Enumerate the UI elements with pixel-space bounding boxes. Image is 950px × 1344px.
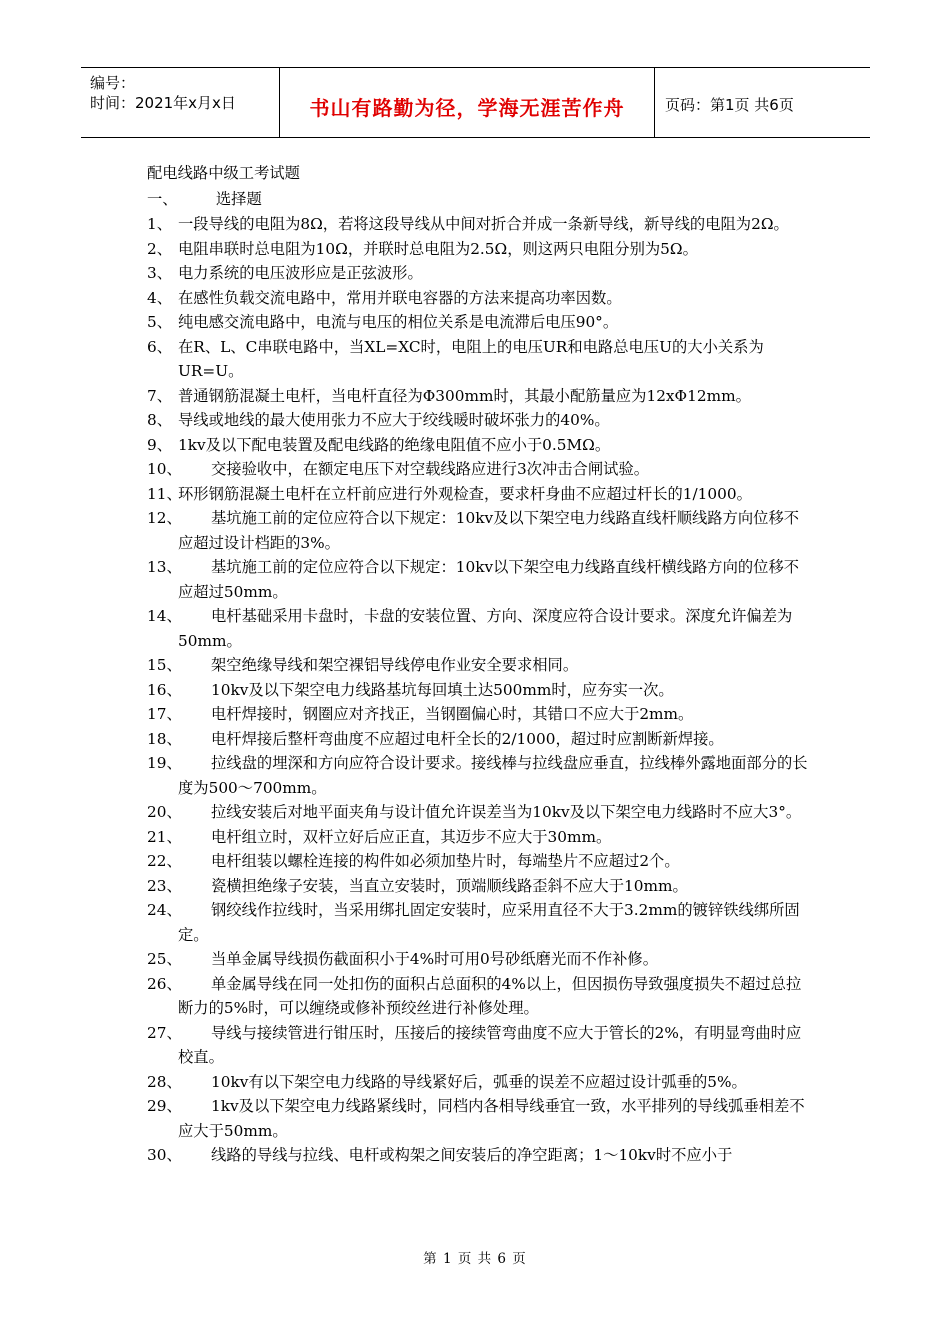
question-item xyxy=(147,653,809,678)
question-item xyxy=(147,678,809,703)
question-number: 20、 xyxy=(147,803,182,821)
question-number: 23、 xyxy=(147,876,182,895)
question-text: 拉线盘的埋深和方向应符合设计要求。接线棒与拉线盘应垂直，拉线棒外露地面部分的长度为500～700mm。 xyxy=(178,754,808,797)
question-number: 6、 xyxy=(147,337,173,356)
question-item xyxy=(147,310,809,335)
header-left-cell xyxy=(81,68,280,137)
question-item xyxy=(147,800,809,825)
question-number: 2、 xyxy=(147,239,173,258)
question-text: 导线与接续管进行钳压时，压接后的接续管弯曲度不应大于管长的2%，有明显弯曲时应校直。 xyxy=(178,1023,802,1066)
question-text: 电力系统的电压波形应是正弦波形。 xyxy=(178,264,423,282)
question-text: 1kv及以下架空电力线路紧线时，同档内各相导线垂宜一致，水平排列的导线弧垂相差不应大于50mm。 xyxy=(178,1097,805,1140)
question-item xyxy=(147,1070,809,1095)
question-text: 电杆焊接后整杆弯曲度不应超过电杆全长的2/1000，超过时应割断新焊接。 xyxy=(211,729,724,748)
question-number: 5、 xyxy=(147,313,173,331)
question-text: 电杆组立时，双杆立好后应正直，其迈步不应大于30mm。 xyxy=(211,827,612,846)
document-body xyxy=(147,160,809,1168)
question-item xyxy=(147,849,809,874)
question-number: 15、 xyxy=(147,656,182,674)
question-item xyxy=(147,751,809,800)
question-text: 拉线安装后对地平面夹角与设计值允许误差当为10kv及以下架空电力线路时不应大3°。 xyxy=(211,803,802,821)
question-number: 24、 xyxy=(147,901,182,919)
question-item xyxy=(147,335,809,384)
question-number: 11、 xyxy=(147,484,182,503)
question-text: 单金属导线在同一处扣伤的面积占总面积的4%以上，但因损伤导致强度损失不超过总拉断力的5%时，可以缠绕或修补预绞丝进行补修处理。 xyxy=(178,974,802,1017)
question-item xyxy=(147,825,809,850)
question-number: 14、 xyxy=(147,607,182,625)
question-number: 3、 xyxy=(147,264,173,282)
section-heading xyxy=(147,186,809,212)
question-text: 环形钢筋混凝土电杆在立杆前应进行外观检查，要求杆身曲不应超过杆长的1/1000。 xyxy=(178,484,752,503)
section-number: 一、 xyxy=(147,190,178,208)
question-text: 在R、L、C串联电路中，当XL=XC时，电阻上的电压UR和电路总电压U的大小关系为UR=U。 xyxy=(178,337,764,380)
time-label: 时间：2021年x月x日 xyxy=(90,94,236,112)
header-mid-cell xyxy=(280,68,655,137)
question-number: 9、 xyxy=(147,435,173,454)
question-text: 普通钢筋混凝土电杆，当电杆直径为Φ300mm时，其最小配筋量应为12xΦ12mm。 xyxy=(178,386,751,405)
question-text: 电阻串联时总电阻为10Ω，并联时总电阻为2.5Ω，则这两只电阻分别为5Ω。 xyxy=(178,239,698,258)
question-text: 线路的导线与拉线、电杆或构架之间安装后的净空距离；1～10kv时不应小于 xyxy=(211,1146,733,1164)
question-item xyxy=(147,212,809,237)
question-number: 26、 xyxy=(147,974,182,993)
question-number: 25、 xyxy=(147,950,182,968)
question-text: 基坑施工前的定位应符合以下规定：10kv及以下架空电力线路直线杆顺线路方向位移不应超过设计档距的3%。 xyxy=(178,509,800,552)
question-number: 4、 xyxy=(147,288,173,307)
question-item xyxy=(147,555,809,604)
document-title: 配电线路中级工考试题 xyxy=(147,164,300,182)
question-item xyxy=(147,261,809,286)
question-text: 钢绞线作拉线时，当采用绑扎固定安装时，应采用直径不大于3.2mm的镀锌铁线绑所固定。 xyxy=(178,901,800,944)
question-item xyxy=(147,384,809,409)
question-text: 1kv及以下配电装置及配电线路的绝缘电阻值不应小于0.5MΩ。 xyxy=(178,435,611,454)
question-number: 28、 xyxy=(147,1072,182,1091)
question-number: 29、 xyxy=(147,1097,182,1115)
question-item xyxy=(147,457,809,482)
question-number: 21、 xyxy=(147,827,182,846)
question-item xyxy=(147,1094,809,1143)
question-number: 8、 xyxy=(147,411,173,429)
question-number: 27、 xyxy=(147,1023,182,1042)
question-item xyxy=(147,727,809,752)
question-number: 16、 xyxy=(147,680,182,699)
section-title: 选择题 xyxy=(215,190,262,208)
question-item xyxy=(147,237,809,262)
question-item xyxy=(147,874,809,899)
code-label: 编号： xyxy=(90,74,136,92)
question-item xyxy=(147,286,809,311)
question-item xyxy=(147,433,809,458)
question-text: 交接验收中，在额定电压下对空载线路应进行3次冲击合闸试验。 xyxy=(211,460,650,478)
question-number: 12、 xyxy=(147,509,182,527)
question-text: 电杆组装以螺栓连接的构件如必须加垫片时，每端垫片不应超过2个。 xyxy=(211,852,680,870)
question-text: 10kv及以下架空电力线路基坑每回填土达500mm时，应夯实一次。 xyxy=(211,680,674,699)
header-right-cell xyxy=(655,68,870,137)
question-item xyxy=(147,898,809,947)
question-item xyxy=(147,604,809,653)
question-text: 一段导线的电阻为8Ω，若将这段导线从中间对折合并成一条新导线，新导线的电阻为2Ω。 xyxy=(178,215,789,233)
page-info: 页码：第1页 共6页 xyxy=(665,96,794,114)
question-text: 导线或地线的最大使用张力不应大于绞线暖时破坏张力的40%。 xyxy=(178,411,610,429)
question-number: 18、 xyxy=(147,729,182,748)
question-list xyxy=(147,212,809,1168)
question-text: 电杆焊接时，钢圈应对齐找正，当钢圈偏心时，其错口不应大于2mm。 xyxy=(211,705,694,723)
question-number: 30、 xyxy=(147,1146,182,1164)
question-text: 瓷横担绝缘子安装，当直立安装时，顶端顺线路歪斜不应大于10mm。 xyxy=(211,876,688,895)
question-number: 13、 xyxy=(147,558,182,576)
question-item xyxy=(147,1143,809,1168)
question-number: 19、 xyxy=(147,754,182,772)
question-number: 17、 xyxy=(147,705,182,723)
question-item xyxy=(147,506,809,555)
question-text: 架空绝缘导线和架空裸铝导线停电作业安全要求相同。 xyxy=(211,656,579,674)
question-item xyxy=(147,702,809,727)
question-item xyxy=(147,972,809,1021)
question-text: 10kv有以下架空电力线路的导线紧好后，弧垂的误差不应超过设计弧垂的5%。 xyxy=(211,1072,747,1091)
question-number: 10、 xyxy=(147,460,182,478)
question-item xyxy=(147,947,809,972)
question-text: 在感性负载交流电路中，常用并联电容器的方法来提高功率因数。 xyxy=(178,288,622,307)
question-text: 基坑施工前的定位应符合以下规定：10kv以下架空电力线路直线杆横线路方向的位移不应超过50mm。 xyxy=(178,558,800,601)
question-number: 22、 xyxy=(147,852,182,870)
question-item xyxy=(147,482,809,507)
motto: 书山有路勤为径，学海无涯苦作舟 xyxy=(309,96,625,120)
page-footer: 第 1 页 共 6 页 xyxy=(423,1251,527,1267)
question-item xyxy=(147,1021,809,1070)
question-number: 7、 xyxy=(147,386,173,405)
question-item xyxy=(147,408,809,433)
question-number: 1、 xyxy=(147,215,173,233)
header-table xyxy=(81,67,870,138)
question-text: 纯电感交流电路中，电流与电压的相位关系是电流滞后电压90°。 xyxy=(178,313,619,331)
question-text: 电杆基础采用卡盘时，卡盘的安装位置、方向、深度应符合设计要求。深度允许偏差为50mm。 xyxy=(178,607,793,650)
question-text: 当单金属导线损伤截面积小于4%时可用0号砂纸磨光而不作补修。 xyxy=(211,950,659,968)
